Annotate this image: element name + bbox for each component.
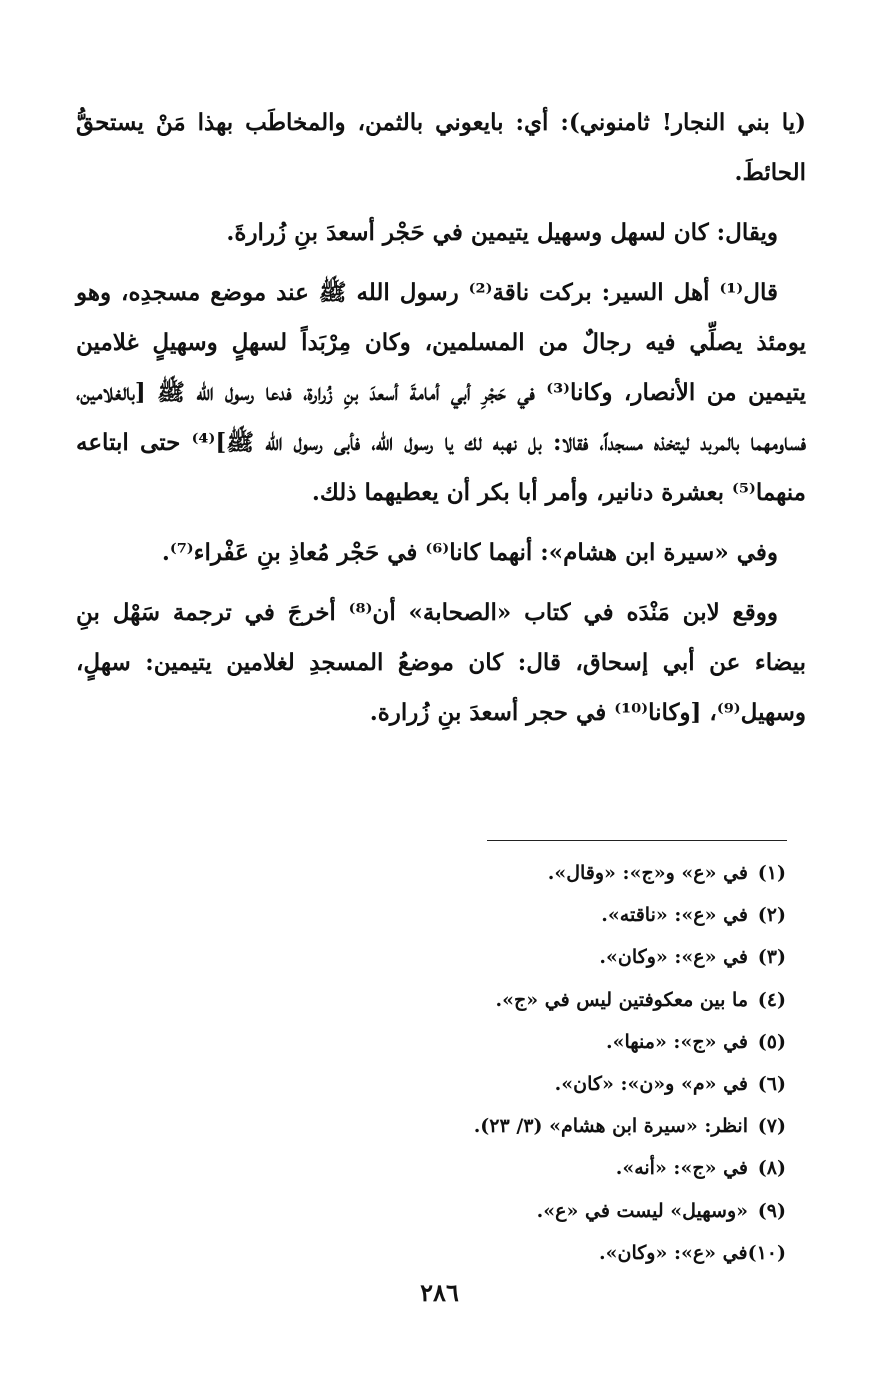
paragraph-1: (يا بني النجار! ثامنوني): أي: بايعوني بالثمن، والمخاطَب بهذا مَنْ يستحقُّ الحائطَ. (76, 109, 806, 186)
footnote-number: (٣) (757, 946, 786, 969)
footnote-separator (487, 840, 787, 841)
footnote-text: في «ع»: «وكان». (599, 1241, 748, 1264)
footnote-item (80, 1021, 786, 1063)
footnote-item (80, 1147, 786, 1189)
paragraph-2: ويقال: كان لسهل وسهيل يتيمين في حَجْر أسعدَ بنِ زُرارةَ. (226, 219, 778, 246)
footnote-number: (١) (757, 862, 786, 884)
footnote-number: (٨) (757, 1157, 786, 1180)
footnote-text: في «ج»: «منها». (606, 1030, 748, 1053)
paragraph-4: وفي «سيرة ابن هشام»: أنهما كانا⁽⁶⁾ في حَجْر مُعاذِ بنِ عَفْراء⁽⁷⁾. (161, 539, 778, 566)
page-number: ٢٨٦ (420, 1278, 459, 1307)
footnote-number: (٥) (757, 1030, 786, 1053)
footnote-item (80, 894, 786, 936)
footnote-text: في «ع» و«ج»: «وقال». (547, 862, 748, 884)
paragraph-3: قال⁽¹⁾ أهل السير: بركت ناقة⁽²⁾ رسول الله ﷺ عند موضع مسجدِه، وهو يومئذ يصلِّي فيه رجالٌ من المسلمين، وكان مِرْبَداً لسهلٍ وسهيلٍ غلامين يتيمين من الأنصار، وكانا⁽³⁾ في حَجْرِ أبي أمامةَ أسعدَ بنِ زُرارة، فدعا رسول الله ﷺ [بالغلامين، فساومهما بالمربد ليتخذه مسجداً، فقالا: بل نهبه لك يا رسول الله، فأبى رسول الله ﷺ]⁽⁴⁾ حتى ابتاعه منهما⁽⁵⁾ بعشرة دنانير، وأمر أبا بكر أن يعطيهما ذلك. (76, 279, 806, 506)
footnote-item (80, 1232, 786, 1274)
footnote-text: في «ج»: «أنه». (615, 1157, 748, 1180)
footnote-number: (٤) (757, 988, 786, 1011)
footnote-text: في «ع»: «وكان». (599, 946, 748, 969)
footnotes-list (80, 852, 786, 1274)
footnote-item (80, 1105, 786, 1147)
footnote-item (80, 1190, 786, 1232)
footnote-number: (٢) (757, 904, 786, 927)
main-text (76, 98, 806, 748)
footnote-number: (٦) (757, 1073, 786, 1096)
footnote-text: في «ع»: «ناقته». (601, 904, 748, 927)
footnote-number: (٩) (757, 1199, 786, 1222)
footnote-text: ما بين معكوفتين ليس في «ج». (495, 988, 748, 1011)
footnote-number: (١٠) (747, 1241, 786, 1264)
footnote-item (80, 936, 786, 978)
footnote-text: انظر: «سيرة ابن هشام» (٣/ ٢٣). (473, 1115, 748, 1138)
footnote-item (80, 1063, 786, 1105)
paragraph-5: ووقع لابن مَنْدَه في كتاب «الصحابة» أن⁽⁸⁾ أخرجَ في ترجمة سَهْل بنِ بيضاء عن أبي إسحاق، قال: كان موضعُ المسجدِ لغلامين يتيمين: سهلٍ، وسهيل⁽⁹⁾، [وكانا⁽¹⁰⁾ في حجر أسعدَ بنِ زُرارة. (76, 599, 806, 726)
footnote-item (80, 852, 786, 894)
footnote-text: «وسهيل» ليست في «ع». (536, 1199, 748, 1222)
footnote-number: (٧) (757, 1115, 786, 1138)
footnote-item (80, 979, 786, 1021)
footnote-text: في «م» و«ن»: «كان». (554, 1073, 748, 1096)
